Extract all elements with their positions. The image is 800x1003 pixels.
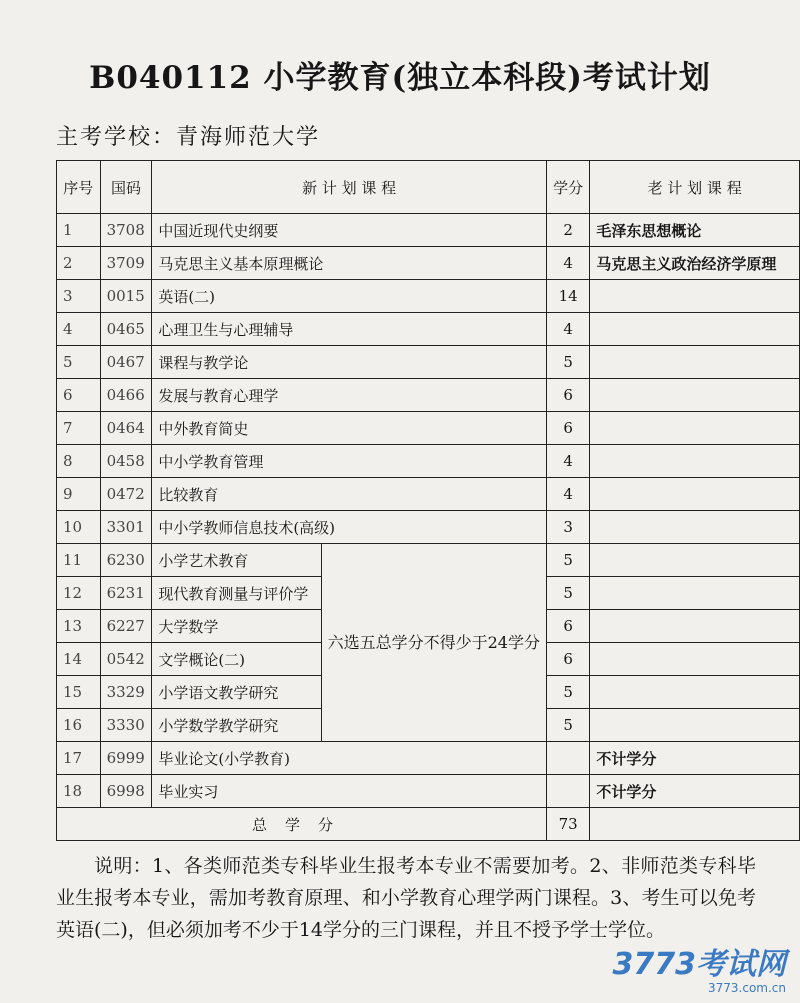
row-old-course: 不计学分 (590, 742, 800, 775)
row-course: 中国近现代史纲要 (152, 214, 547, 247)
row-credit: 3 (546, 511, 589, 544)
row-credit (546, 742, 589, 775)
row-credit: 14 (546, 280, 589, 313)
header-credit: 学分 (546, 161, 589, 214)
row-course: 小学语文教学研究 (152, 676, 321, 709)
row-code: 0466 (100, 379, 152, 412)
row-course: 英语(二) (152, 280, 547, 313)
row-old-course (590, 709, 800, 742)
row-credit: 4 (546, 445, 589, 478)
total-credit: 73 (546, 808, 589, 841)
row-credit: 4 (546, 313, 589, 346)
table-row (57, 775, 800, 808)
exam-plan-table (56, 160, 800, 841)
row-code: 3330 (100, 709, 152, 742)
row-code: 6998 (100, 775, 152, 808)
header-new-course: 新 计 划 课 程 (152, 161, 547, 214)
explanation-note: 说明：1、各类师范类专科毕业生报考本专业不需要加考。2、非师范类专科毕业生报考本专业，需加考教育原理、和小学教育心理学两门课程。3、考生可以免考英语(二)，但必须加考不少于14学分的三门课程，并且不授予学士学位。 (56, 855, 756, 941)
row-course: 小学艺术教育 (152, 544, 321, 577)
row-old-course (590, 610, 800, 643)
page-title: B040112 小学教育(独立本科段)考试计划 (89, 60, 711, 96)
row-credit: 4 (546, 478, 589, 511)
row-seq: 10 (57, 511, 101, 544)
row-seq: 18 (57, 775, 101, 808)
row-seq: 15 (57, 676, 101, 709)
row-code: 0465 (100, 313, 152, 346)
row-seq: 3 (57, 280, 101, 313)
row-old-course (590, 412, 800, 445)
row-old-course (590, 379, 800, 412)
row-code: 3708 (100, 214, 152, 247)
row-course: 毕业实习 (152, 775, 547, 808)
row-course: 马克思主义基本原理概论 (152, 247, 547, 280)
row-credit: 4 (546, 247, 589, 280)
row-seq: 12 (57, 577, 101, 610)
row-credit: 2 (546, 214, 589, 247)
row-credit: 6 (546, 610, 589, 643)
row-code: 0472 (100, 478, 152, 511)
row-seq: 16 (57, 709, 101, 742)
row-seq: 8 (57, 445, 101, 478)
row-old-course (590, 313, 800, 346)
row-course: 文学概论(二) (152, 643, 321, 676)
watermark-url: 3773.com.cn (708, 981, 786, 995)
row-credit: 5 (546, 676, 589, 709)
table-row (57, 313, 800, 346)
row-course: 中外教育简史 (152, 412, 547, 445)
row-code: 3329 (100, 676, 152, 709)
row-seq: 9 (57, 478, 101, 511)
row-old-course (590, 280, 800, 313)
table-header-row (57, 161, 800, 214)
row-code: 0467 (100, 346, 152, 379)
row-old-course (590, 511, 800, 544)
row-seq: 1 (57, 214, 101, 247)
row-credit: 6 (546, 379, 589, 412)
header-code: 国码 (100, 161, 152, 214)
table-row (57, 280, 800, 313)
row-code: 6231 (100, 577, 152, 610)
row-code: 3301 (100, 511, 152, 544)
row-old-course (590, 676, 800, 709)
total-old-course (590, 808, 800, 841)
row-credit: 5 (546, 577, 589, 610)
row-course: 小学数学教学研究 (152, 709, 321, 742)
total-row (57, 808, 800, 841)
row-seq: 6 (57, 379, 101, 412)
row-code: 6230 (100, 544, 152, 577)
row-credit: 5 (546, 709, 589, 742)
row-seq: 5 (57, 346, 101, 379)
row-code: 6999 (100, 742, 152, 775)
row-old-course (590, 544, 800, 577)
row-old-course (590, 643, 800, 676)
row-seq: 17 (57, 742, 101, 775)
table-row (57, 247, 800, 280)
row-seq: 2 (57, 247, 101, 280)
row-course: 发展与教育心理学 (152, 379, 547, 412)
row-course: 心理卫生与心理辅导 (152, 313, 547, 346)
row-seq: 11 (57, 544, 101, 577)
row-code: 0015 (100, 280, 152, 313)
total-label: 总学分 (57, 808, 547, 841)
table-row (57, 445, 800, 478)
exam-school: 主考学校：青海师范大学 (56, 125, 321, 150)
row-old-course: 马克思主义政治经济学原理 (590, 247, 800, 280)
row-course: 大学数学 (152, 610, 321, 643)
watermark-logo: 3773考试网 (612, 947, 786, 982)
table-row (57, 379, 800, 412)
row-code: 0542 (100, 643, 152, 676)
row-old-course: 不计学分 (590, 775, 800, 808)
table-row (57, 742, 800, 775)
row-old-course (590, 478, 800, 511)
row-seq: 14 (57, 643, 101, 676)
row-course: 比较教育 (152, 478, 547, 511)
row-code: 3709 (100, 247, 152, 280)
row-course: 中小学教育管理 (152, 445, 547, 478)
row-seq: 13 (57, 610, 101, 643)
header-old-course: 老 计 划 课 程 (590, 161, 800, 214)
row-course: 中小学教师信息技术(高级) (152, 511, 547, 544)
header-seq: 序号 (57, 161, 101, 214)
table-row (57, 214, 800, 247)
table-row (57, 412, 800, 445)
row-seq: 4 (57, 313, 101, 346)
row-course: 毕业论文(小学教育) (152, 742, 547, 775)
row-code: 6227 (100, 610, 152, 643)
site-watermark (613, 949, 787, 995)
row-course: 课程与教学论 (152, 346, 547, 379)
table-row (57, 478, 800, 511)
row-course: 现代教育测量与评价学 (152, 577, 321, 610)
row-credit: 5 (546, 544, 589, 577)
row-credit: 6 (546, 412, 589, 445)
table-row (57, 511, 800, 544)
row-old-course (590, 577, 800, 610)
row-credit (546, 775, 589, 808)
row-code: 0464 (100, 412, 152, 445)
row-old-course: 毛泽东思想概论 (590, 214, 800, 247)
table-row (57, 544, 800, 577)
row-credit: 5 (546, 346, 589, 379)
row-code: 0458 (100, 445, 152, 478)
elective-note: 六选五总学分不得少于24学分 (321, 544, 546, 742)
row-old-course (590, 346, 800, 379)
row-old-course (590, 445, 800, 478)
row-seq: 7 (57, 412, 101, 445)
row-credit: 6 (546, 643, 589, 676)
table-row (57, 346, 800, 379)
